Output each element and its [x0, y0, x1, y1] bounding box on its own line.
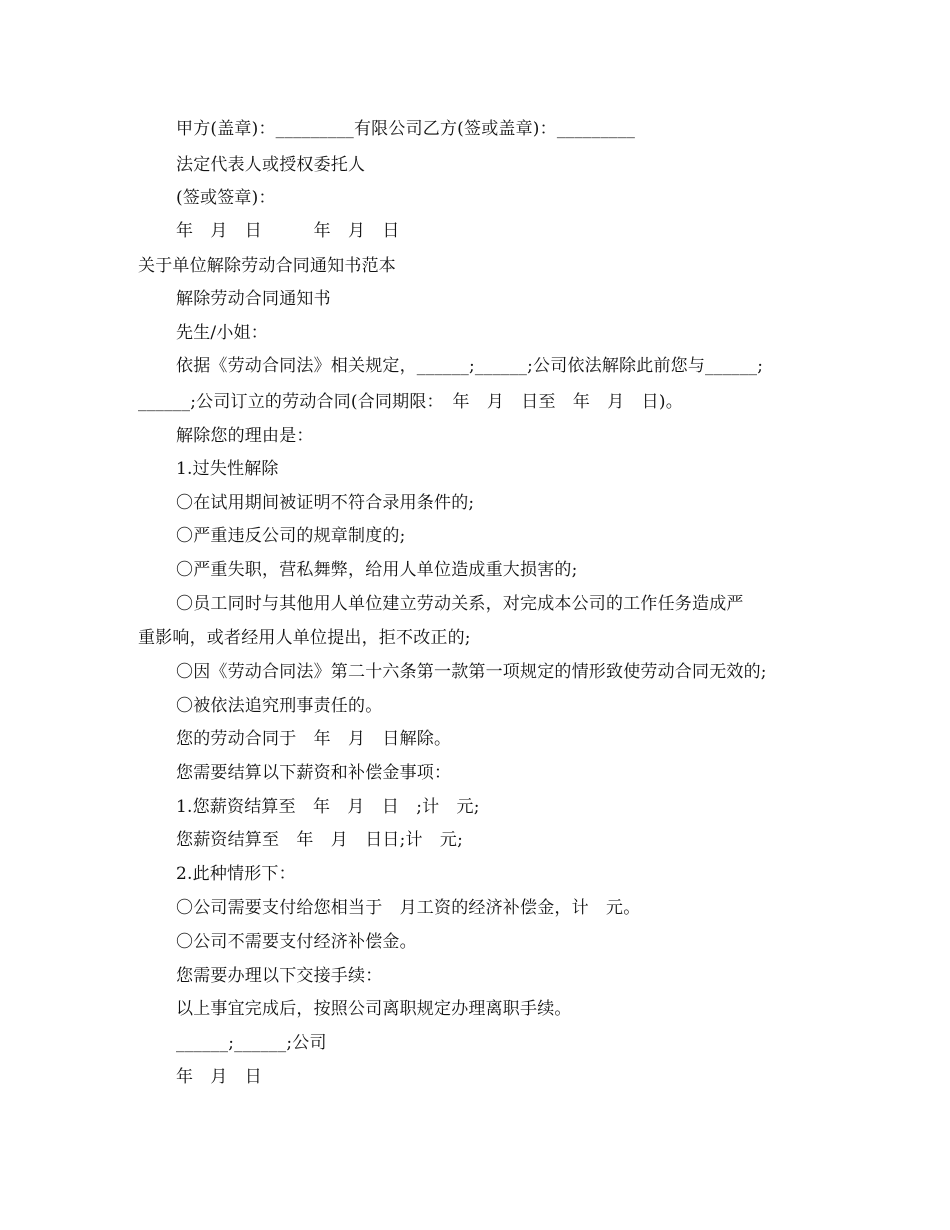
reason-category: 1.过失性解除	[176, 459, 279, 479]
settlement-category: 2.此种情形下：	[176, 864, 296, 884]
handover-heading: 您需要办理以下交接手续：	[176, 966, 383, 986]
reason-heading: 解除您的理由是：	[176, 426, 314, 446]
notice-title: 解除劳动合同通知书	[176, 289, 331, 309]
reason-option: 〇严重失职，营私舞弊，给用人单位造成重大损害的;	[176, 560, 578, 580]
date-line: 年 月 日 年 月 日	[176, 221, 400, 241]
legal-representative-line: 法定代表人或授权委托人	[176, 155, 366, 175]
company-signature-line: ______;______;公司	[176, 1033, 327, 1053]
reason-option: 〇因《劳动合同法》第二十六条第一款第一项规定的情形致使劳动合同无效的;	[176, 662, 767, 682]
closing-date-line: 年 月 日	[176, 1067, 262, 1087]
section-title: 关于单位解除劳动合同通知书范本	[138, 256, 396, 276]
salutation: 先生/小姐：	[176, 323, 268, 343]
reason-option: 〇被依法追究刑事责任的。	[176, 696, 383, 716]
party-signature-line: 甲方(盖章)：_________有限公司乙方(签或盖章)：_________	[176, 119, 636, 139]
settlement-heading: 您需要结算以下薪资和补偿金事项：	[176, 763, 452, 783]
termination-date-line: 您的劳动合同于 年 月 日解除。	[176, 729, 452, 749]
compensation-option: 〇公司不需要支付经济补偿金。	[176, 932, 417, 952]
closing-instruction: 以上事宜完成后，按照公司离职规定办理离职手续。	[176, 999, 572, 1019]
compensation-option: 〇公司需要支付给您相当于 月工资的经济补偿金，计 元。	[176, 898, 641, 918]
body-paragraph-line: 依据《劳动合同法》相关规定，______;______;公司依法解除此前您与______;	[176, 356, 764, 376]
reason-option-continuation: 重影响，或者经用人单位提出，拒不改正的;	[138, 628, 471, 648]
reason-option: 〇员工同时与其他用人单位建立劳动关系，对完成本公司的工作任务造成严	[176, 594, 744, 614]
body-paragraph-line: ______;公司订立的劳动合同(合同期限： 年 月 日至 年 月 日)。	[138, 392, 683, 412]
settlement-item: 1.您薪资结算至 年 月 日 ;计 元;	[176, 797, 480, 817]
reason-option: 〇在试用期间被证明不符合录用条件的;	[176, 493, 475, 513]
reason-option: 〇严重违反公司的规章制度的;	[176, 526, 406, 546]
signature-stamp-line: (签或签章)：	[176, 188, 276, 208]
settlement-item: 您薪资结算至 年 月 日日;计 元;	[176, 830, 464, 850]
